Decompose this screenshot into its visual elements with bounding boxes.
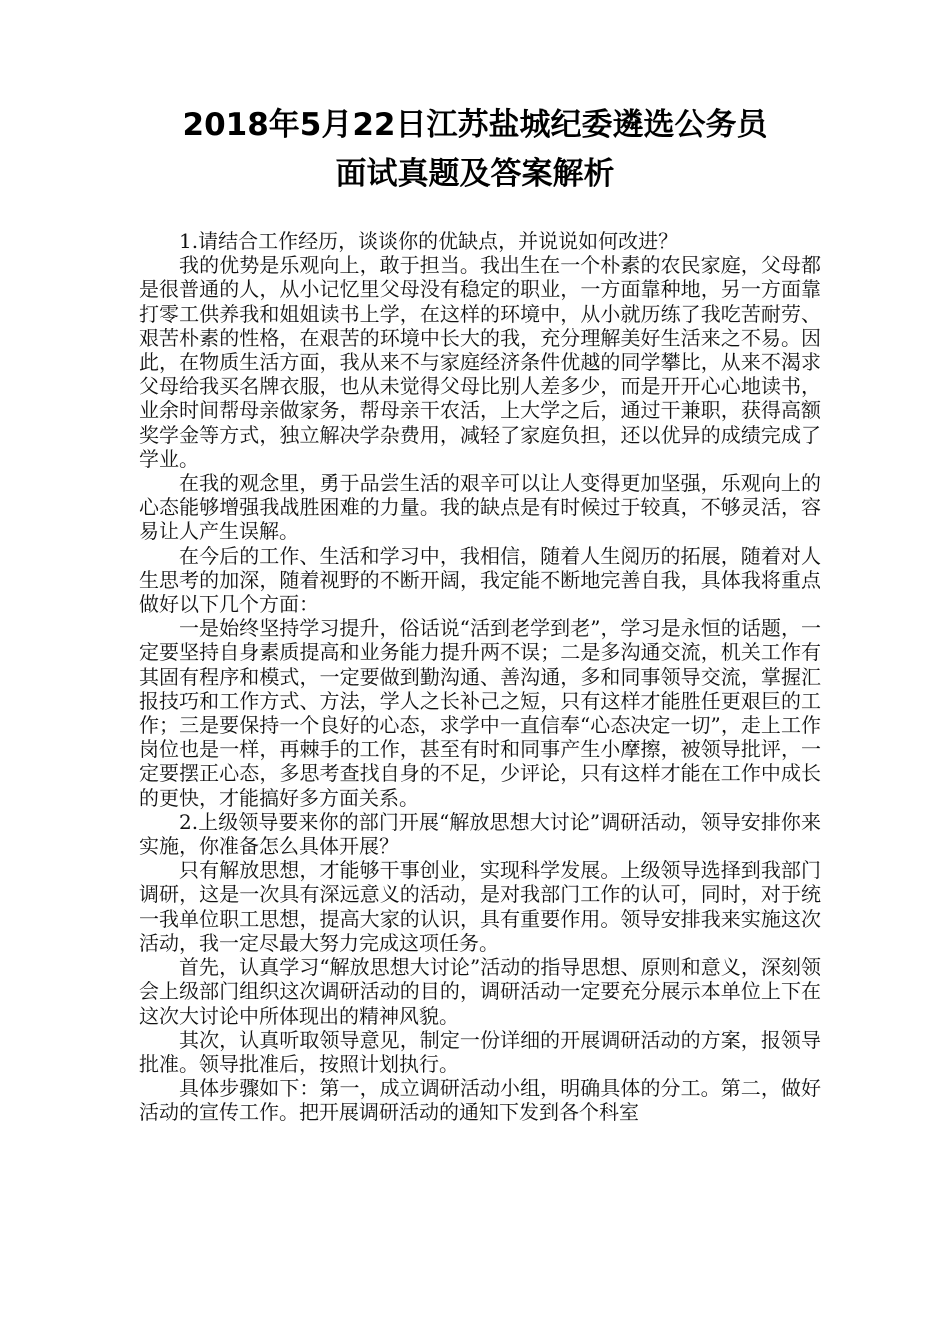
answer-paragraph: 其次，认真听取领导意见，制定一份详细的开展调研活动的方案，报领导批准。领导批准后，按照计划执行。 — [139, 1027, 821, 1076]
question-2: 2.上级领导要来你的部门开展“解放思想大讨论”调研活动，领导安排你来实施，你准备怎么具体开展？ — [139, 809, 821, 859]
answer-paragraph: 首先，认真学习“解放思想大讨论”活动的指导思想、原则和意义，深刻领会上级部门组织这次调研活动的目的，调研活动一定要充分展示本单位上下在这次大讨论中所体现出的精神风貌。 — [139, 955, 821, 1028]
answer-paragraph: 我的优势是乐观向上，敢于担当。我出生在一个朴素的农民家庭，父母都是很普通的人，从小记忆里父母没有稳定的职业，一方面靠种地，另一方面靠打零工供养我和姐姐读书上学，在这样的环境中，从小就历练了我吃苦耐劳、艰苦朴素的性格，在艰苦的环境中长大的我，充分理解美好生活来之不易。因此，在物质生活方面，我从来不与家庭经济条件优越的同学攀比，从来不渴求父母给我买名牌衣服，也从未觉得父母比别人差多少，而是开开心心地读书，业余时间帮母亲做家务，帮母亲干农活，上大学之后，通过干兼职，获得高额奖学金等方式，独立解决学杂费用，减轻了家庭负担，还以优异的成绩完成了学业。 — [139, 253, 821, 471]
answer-paragraph: 在我的观念里，勇于品尝生活的艰辛可以让人变得更加坚强，乐观向上的心态能够增强我战胜困难的力量。我的缺点是有时候过于较真，不够灵活，容易让人产生误解。 — [139, 471, 821, 544]
document-title-line-2: 面试真题及答案解析 — [335, 156, 615, 192]
answer-paragraph: 在今后的工作、生活和学习中，我相信，随着人生阅历的拓展，随着对人生思考的加深，随着视野的不断开阔，我定能不断地完善自我，具体我将重点做好以下几个方面： — [139, 543, 821, 617]
answer-paragraph: 一是始终坚持学习提升，俗话说“活到老学到老”，学习是永恒的话题，一定要坚持自身素质提高和业务能力提升两不误；二是多沟通交流，机关工作有其固有程序和模式，一定要做到勤沟通、善沟通，多和同事领导交流，掌握汇报技巧和工作方式、方法，学人之长补己之短，只有这样才能胜任更艰巨的工作；三是要保持一个良好的心态，求学中一直信奉“心态决定一切”，走上工作岗位也是一样，再棘手的工作，甚至有时和同事产生小摩擦，被领导批评，一定要摆正心态，多思考查找自身的不足，少评论，只有这样才能在工作中成长的更快，才能搞好多方面关系。 — [139, 616, 821, 810]
document-body — [139, 229, 821, 1125]
document-title-line-1: 2018年5月22日江苏盐城纪委遴选公务员 — [182, 107, 768, 143]
answer-paragraph: 只有解放思想，才能够干事创业，实现科学发展。上级领导选择到我部门调研，这是一次具有深远意义的活动，是对我部门工作的认可，同时，对于统一我单位职工思想，提高大家的认识，具有重要作用。领导安排我来实施这次活动，我一定尽最大努力完成这项任务。 — [139, 858, 821, 955]
question-1: 1.请结合工作经历，谈谈你的优缺点，并说说如何改进？ — [179, 229, 679, 253]
answer-paragraph: 具体步骤如下：第一，成立调研活动小组，明确具体的分工。第二，做好活动的宣传工作。把开展调研活动的通知下发到各个科室 — [139, 1076, 821, 1125]
